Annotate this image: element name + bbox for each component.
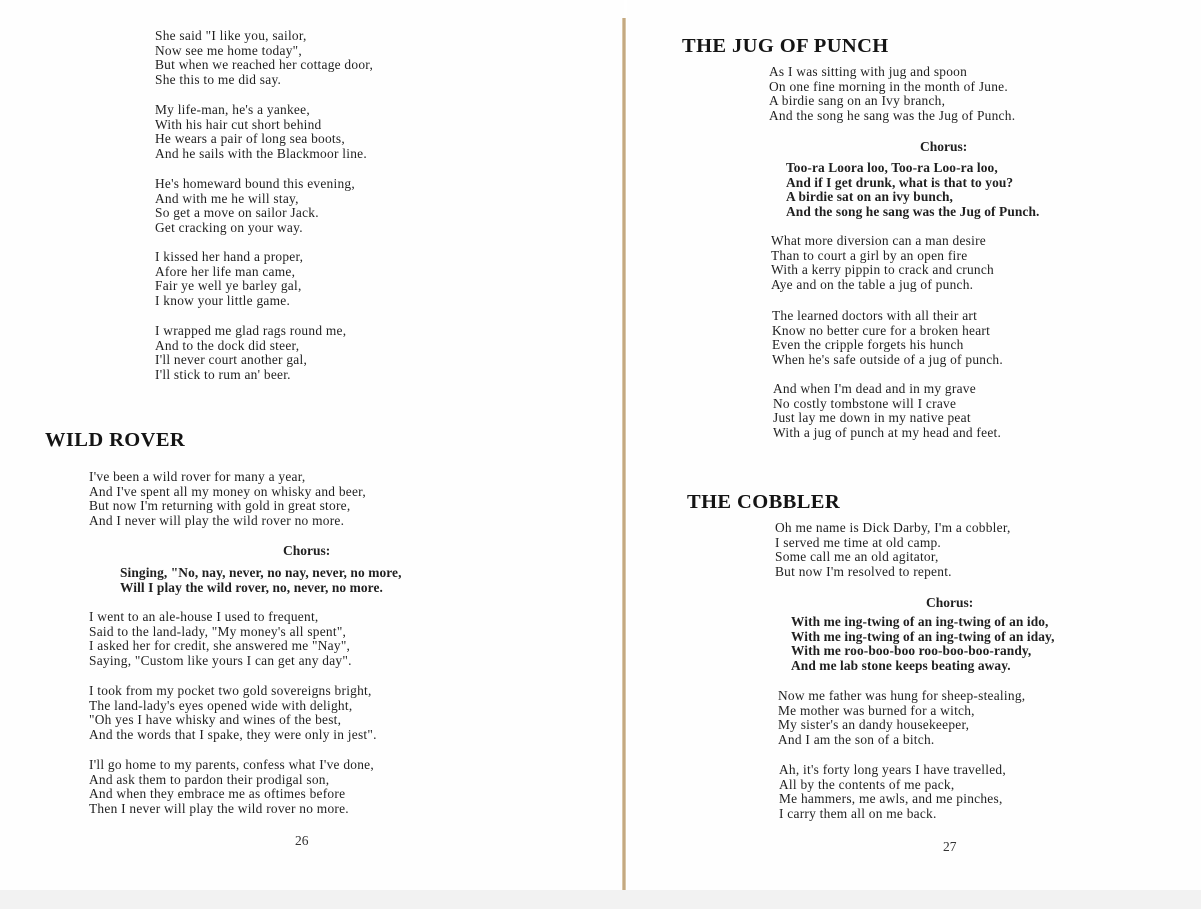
- verse-line: With a jug of punch at my head and feet.: [773, 425, 1002, 441]
- verse-line: He's homeward bound this evening,: [155, 176, 355, 191]
- chorus-line: With me ing-twing of an ing-twing of an ido,: [791, 614, 1049, 629]
- verse-line: When he's safe outside of a jug of punch.: [772, 352, 1003, 368]
- stanza: [778, 689, 1025, 748]
- chorus-line: With me ing-twing of an ing-twing of an iday,: [791, 628, 1055, 644]
- verse-line: The learned doctors with all their art: [772, 308, 978, 323]
- right-page: [627, 0, 1201, 890]
- verse-line: I asked her for credit, she answered me "Nay",: [89, 638, 351, 654]
- verse-line: Just lay me down in my native peat: [773, 410, 971, 426]
- verse-line: Even the cripple forgets his hunch: [772, 337, 964, 353]
- verse-line: A birdie sang on an Ivy branch,: [769, 93, 946, 109]
- chorus: [786, 161, 1039, 220]
- stanza: [89, 684, 377, 743]
- verse-line: And when I'm dead and in my grave: [773, 381, 976, 396]
- chorus-line: And the song he sang was the Jug of Punch.: [786, 204, 1040, 220]
- chorus-line: And me lab stone keeps beating away.: [791, 658, 1011, 674]
- verse-line: And the song he sang was the Jug of Punch.: [769, 108, 1016, 124]
- chorus-line: Will I play the wild rover, no, never, no more.: [120, 579, 383, 595]
- verse-line: Oh me name is Dick Darby, I'm a cobbler,: [775, 520, 1011, 535]
- verse-line: I served me time at old camp.: [775, 534, 942, 550]
- verse-line: And to the dock did steer,: [155, 337, 300, 353]
- verse-line: And I never will play the wild rover no more.: [89, 513, 345, 529]
- verse-line: And he sails with the Blackmoor line.: [155, 146, 367, 162]
- verse-line: Now me father was hung for sheep-stealing,: [778, 688, 1026, 703]
- song-title-wild-rover: WILD ROVER: [45, 429, 186, 451]
- verse-line: I wrapped me glad rags round me,: [155, 323, 347, 338]
- verse-line: I've been a wild rover for many a year,: [89, 469, 306, 484]
- stanza: [775, 521, 1011, 580]
- stanza: [155, 250, 303, 309]
- stanza: [773, 382, 1001, 441]
- verse-line: And when they embrace me as oftimes before: [89, 786, 346, 802]
- chorus-line: A birdie sat on an ivy bunch,: [786, 189, 953, 205]
- verse-line: With his hair cut short behind: [155, 116, 322, 132]
- chorus-line: Too-ra Loora loo, Too-ra Loo-ra loo,: [786, 160, 998, 175]
- stanza: [155, 103, 367, 162]
- verse-line: Know no better cure for a broken heart: [772, 322, 991, 338]
- song-title-cobbler: THE COBBLER: [687, 491, 841, 513]
- verse-line: And I am the son of a bitch.: [778, 732, 935, 748]
- stanza: [155, 177, 355, 236]
- chorus: [120, 566, 402, 595]
- stanza: [779, 763, 1006, 822]
- verse-line: Now see me home today",: [155, 42, 302, 58]
- verse-line: So get a move on sailor Jack.: [155, 205, 319, 221]
- chorus: [791, 615, 1055, 674]
- verse-line: But now I'm resolved to repent.: [775, 564, 952, 580]
- chorus-label: Chorus:: [926, 595, 974, 610]
- verse-line: Me mother was burned for a witch,: [778, 702, 975, 718]
- verse-line: Then I never will play the wild rover no more.: [89, 801, 349, 817]
- verse-line: And ask them to pardon their prodigal son,: [89, 771, 330, 787]
- verse-line: Saying, "Custom like yours I can get any day".: [89, 653, 352, 669]
- verse-line: She this to me did say.: [155, 72, 282, 88]
- verse-line: "Oh yes I have whisky and wines of the best,: [89, 712, 342, 728]
- chorus-line: Singing, "No, nay, never, no nay, never, no more,: [120, 565, 402, 580]
- verse-line: I'll stick to rum an' beer.: [155, 367, 291, 383]
- verse-line: My life-man, he's a yankee,: [155, 102, 310, 117]
- verse-line: Afore her life man came,: [155, 263, 296, 279]
- verse-line: On one fine morning in the month of June.: [769, 78, 1008, 94]
- verse-line: Fair ye well ye barley gal,: [155, 278, 302, 294]
- verse-line: I know your little game.: [155, 293, 291, 309]
- stanza: [155, 29, 373, 88]
- verse-line: And with me he will stay,: [155, 190, 299, 206]
- verse-line: Some call me an old agitator,: [775, 549, 939, 565]
- stanza: [772, 309, 1003, 368]
- verse-line: No costly tombstone will I crave: [773, 395, 957, 411]
- song-title-jug-of-punch: THE JUG OF PUNCH: [682, 35, 889, 57]
- verse-line: I'll never court another gal,: [155, 352, 308, 368]
- verse-line: I carry them all on me back.: [779, 806, 937, 822]
- chorus-line: And if I get drunk, what is that to you?: [786, 174, 1014, 190]
- verse-line: My sister's an dandy housekeeper,: [778, 717, 970, 733]
- verse-line: The land-lady's eyes opened wide with delight,: [89, 697, 353, 713]
- stanza: [89, 470, 366, 529]
- verse-line: And the words that I spake, they were only in jest".: [89, 727, 377, 743]
- verse-line: But now I'm returning with gold in great store,: [89, 498, 351, 514]
- verse-line: Me hammers, me awls, and me pinches,: [779, 791, 1003, 807]
- verse-line: I took from my pocket two gold sovereigns bright,: [89, 683, 372, 698]
- stanza: [155, 324, 346, 383]
- verse-line: But when we reached her cottage door,: [155, 57, 374, 73]
- chorus-label: Chorus:: [283, 543, 331, 558]
- chorus-line: With me roo-boo-boo roo-boo-boo-randy,: [791, 643, 1032, 659]
- stanza: [769, 65, 1015, 124]
- stanza: [771, 234, 994, 293]
- stanza: [89, 610, 352, 669]
- chorus-label: Chorus:: [920, 139, 968, 154]
- verse-line: She said "I like you, sailor,: [155, 28, 307, 43]
- verse-line: All by the contents of me pack,: [779, 776, 955, 792]
- verse-line: Ah, it's forty long years I have travelled,: [779, 762, 1006, 777]
- verse-line: As I was sitting with jug and spoon: [769, 64, 968, 79]
- verse-line: I'll go home to my parents, confess what I've done,: [89, 757, 374, 772]
- verse-line: Get cracking on your way.: [155, 220, 303, 236]
- page-number: 26: [295, 833, 309, 848]
- page-number: 27: [943, 839, 957, 854]
- verse-line: Said to the land-lady, "My money's all spent",: [89, 623, 347, 639]
- verse-line: I kissed her hand a proper,: [155, 249, 304, 264]
- verse-line: And I've spent all my money on whisky and beer,: [89, 483, 366, 499]
- verse-line: Than to court a girl by an open fire: [771, 247, 968, 263]
- verse-line: With a kerry pippin to crack and crunch: [771, 262, 995, 278]
- verse-line: What more diversion can a man desire: [771, 233, 986, 248]
- book-gutter: [622, 18, 626, 890]
- verse-line: Aye and on the table a jug of punch.: [771, 277, 974, 293]
- verse-line: I went to an ale-house I used to frequent,: [89, 609, 319, 624]
- verse-line: He wears a pair of long sea boots,: [155, 131, 345, 147]
- scan-bottom-edge: [0, 890, 1201, 909]
- stanza: [89, 758, 374, 817]
